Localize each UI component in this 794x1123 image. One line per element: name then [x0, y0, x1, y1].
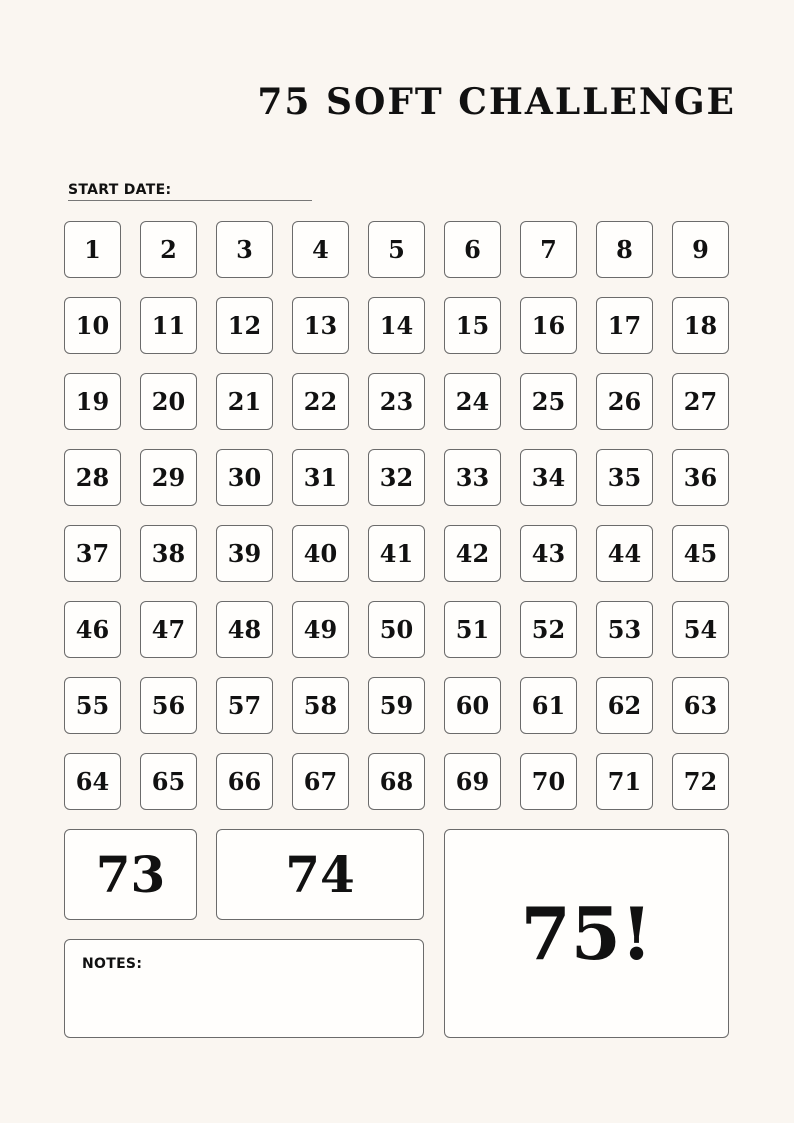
day-box[interactable]: [292, 221, 349, 278]
day-box[interactable]: [64, 753, 121, 810]
day-number: 59: [379, 691, 414, 720]
day-number: 69: [455, 767, 490, 796]
day-box[interactable]: [140, 753, 197, 810]
day-box[interactable]: [216, 601, 273, 658]
day-box[interactable]: [216, 525, 273, 582]
day-75-box[interactable]: [444, 829, 729, 1038]
day-box[interactable]: [368, 373, 425, 430]
day-73-label: 73: [95, 845, 166, 904]
day-box[interactable]: [444, 221, 501, 278]
day-number: 64: [75, 767, 110, 796]
day-number: 48: [227, 615, 262, 644]
day-box[interactable]: [520, 753, 577, 810]
day-number: 18: [683, 311, 718, 340]
day-box[interactable]: [596, 677, 653, 734]
day-box[interactable]: [64, 677, 121, 734]
day-number: 21: [227, 387, 262, 416]
day-number: 33: [455, 463, 490, 492]
day-number: 57: [227, 691, 262, 720]
day-number: 13: [303, 311, 338, 340]
day-box[interactable]: [292, 297, 349, 354]
day-box[interactable]: [64, 601, 121, 658]
day-box[interactable]: [140, 221, 197, 278]
day-number: 19: [75, 387, 110, 416]
day-box[interactable]: [368, 753, 425, 810]
day-box[interactable]: [520, 677, 577, 734]
day-box[interactable]: [672, 601, 729, 658]
day-box[interactable]: [444, 753, 501, 810]
day-number: 32: [379, 463, 414, 492]
day-box[interactable]: [520, 221, 577, 278]
day-box[interactable]: [64, 525, 121, 582]
day-box[interactable]: [672, 525, 729, 582]
day-number: 39: [227, 539, 262, 568]
day-box[interactable]: [444, 373, 501, 430]
day-number: 68: [379, 767, 414, 796]
day-box[interactable]: [596, 373, 653, 430]
day-number: 15: [455, 311, 490, 340]
day-box[interactable]: [520, 297, 577, 354]
day-box[interactable]: [444, 449, 501, 506]
day-number: 2: [160, 235, 177, 264]
day-number: 4: [312, 235, 329, 264]
day-number: 65: [151, 767, 186, 796]
day-box[interactable]: [140, 449, 197, 506]
day-box[interactable]: [216, 449, 273, 506]
day-box[interactable]: [520, 449, 577, 506]
day-number: 45: [683, 539, 718, 568]
day-number: 67: [303, 767, 338, 796]
notes-label: NOTES:: [82, 956, 143, 972]
day-box[interactable]: [596, 601, 653, 658]
day-box[interactable]: [292, 373, 349, 430]
day-number: 47: [151, 615, 186, 644]
day-box[interactable]: [672, 449, 729, 506]
day-73-box[interactable]: [64, 829, 197, 920]
day-number: 49: [303, 615, 338, 644]
day-box[interactable]: [672, 753, 729, 810]
day-74-box[interactable]: [216, 829, 424, 920]
day-74-label: 74: [285, 845, 355, 904]
day-box[interactable]: [292, 601, 349, 658]
day-box[interactable]: [672, 297, 729, 354]
day-box[interactable]: [292, 525, 349, 582]
day-number: 1: [84, 235, 101, 264]
day-box[interactable]: [520, 525, 577, 582]
day-number: 38: [151, 539, 186, 568]
day-number: 7: [540, 235, 557, 264]
day-box[interactable]: [672, 221, 729, 278]
day-box[interactable]: [140, 525, 197, 582]
day-number: 16: [531, 311, 566, 340]
day-number: 34: [531, 463, 566, 492]
day-box[interactable]: [444, 677, 501, 734]
day-box[interactable]: [444, 525, 501, 582]
day-box[interactable]: [596, 297, 653, 354]
day-number: 50: [379, 615, 414, 644]
day-number: 66: [227, 767, 262, 796]
day-number: 23: [379, 387, 414, 416]
day-number: 31: [303, 463, 338, 492]
day-box[interactable]: [596, 449, 653, 506]
day-number: 61: [531, 691, 566, 720]
day-number: 3: [236, 235, 253, 264]
day-box[interactable]: [672, 373, 729, 430]
day-box[interactable]: [596, 525, 653, 582]
day-number: 28: [75, 463, 110, 492]
day-box[interactable]: [140, 677, 197, 734]
day-box[interactable]: [368, 525, 425, 582]
day-number: 9: [692, 235, 709, 264]
day-box[interactable]: [368, 601, 425, 658]
day-number: 62: [607, 691, 642, 720]
day-number: 26: [607, 387, 642, 416]
day-number: 37: [75, 539, 110, 568]
day-box[interactable]: [292, 677, 349, 734]
day-box[interactable]: [140, 373, 197, 430]
day-box[interactable]: [292, 449, 349, 506]
day-number: 17: [607, 311, 642, 340]
day-number: 29: [151, 463, 186, 492]
day-box[interactable]: [216, 373, 273, 430]
day-number: 24: [455, 387, 490, 416]
page-title: 75 SOFT CHALLENGE: [257, 81, 736, 123]
day-box[interactable]: [444, 601, 501, 658]
day-number: 6: [464, 235, 481, 264]
day-number: 11: [151, 311, 186, 340]
day-number: 41: [379, 539, 414, 568]
notes-box[interactable]: [64, 939, 424, 1038]
day-number: 30: [227, 463, 262, 492]
day-box[interactable]: [140, 601, 197, 658]
day-number: 27: [683, 387, 718, 416]
day-box[interactable]: [64, 297, 121, 354]
day-box[interactable]: [216, 297, 273, 354]
day-number: 14: [379, 311, 414, 340]
day-number: 51: [455, 615, 490, 644]
day-number: 12: [227, 311, 262, 340]
day-box[interactable]: [520, 601, 577, 658]
day-box[interactable]: [368, 221, 425, 278]
day-number: 20: [151, 387, 186, 416]
day-number: 55: [75, 691, 110, 720]
day-number: 60: [455, 691, 490, 720]
day-box[interactable]: [216, 221, 273, 278]
day-box[interactable]: [368, 677, 425, 734]
day-number: 25: [531, 387, 566, 416]
day-number: 42: [455, 539, 490, 568]
day-number: 8: [616, 235, 633, 264]
day-number: 22: [303, 387, 338, 416]
day-number: 54: [683, 615, 718, 644]
day-box[interactable]: [596, 221, 653, 278]
day-box[interactable]: [292, 753, 349, 810]
day-number: 72: [683, 767, 718, 796]
day-box[interactable]: [672, 677, 729, 734]
day-number: 35: [607, 463, 642, 492]
day-number: 52: [531, 615, 566, 644]
day-box[interactable]: [520, 373, 577, 430]
day-number: 36: [683, 463, 718, 492]
day-number: 44: [607, 539, 642, 568]
day-number: 10: [75, 311, 110, 340]
start-date-label: START DATE:: [68, 182, 172, 198]
day-box[interactable]: [64, 221, 121, 278]
day-box[interactable]: [64, 373, 121, 430]
day-number: 70: [531, 767, 566, 796]
day-box[interactable]: [216, 677, 273, 734]
day-number: 5: [388, 235, 405, 264]
day-number: 40: [303, 539, 338, 568]
day-number: 43: [531, 539, 566, 568]
day-box[interactable]: [368, 449, 425, 506]
day-box[interactable]: [444, 297, 501, 354]
day-box[interactable]: [64, 449, 121, 506]
day-box[interactable]: [596, 753, 653, 810]
day-box[interactable]: [368, 297, 425, 354]
start-date-line[interactable]: [68, 200, 312, 201]
day-number: 63: [683, 691, 718, 720]
day-number: 46: [75, 615, 110, 644]
day-box[interactable]: [216, 753, 273, 810]
day-number: 56: [151, 691, 186, 720]
day-75-label: 75!: [520, 891, 653, 976]
day-number: 71: [607, 767, 642, 796]
day-number: 53: [607, 615, 642, 644]
day-number: 58: [303, 691, 338, 720]
day-box[interactable]: [140, 297, 197, 354]
